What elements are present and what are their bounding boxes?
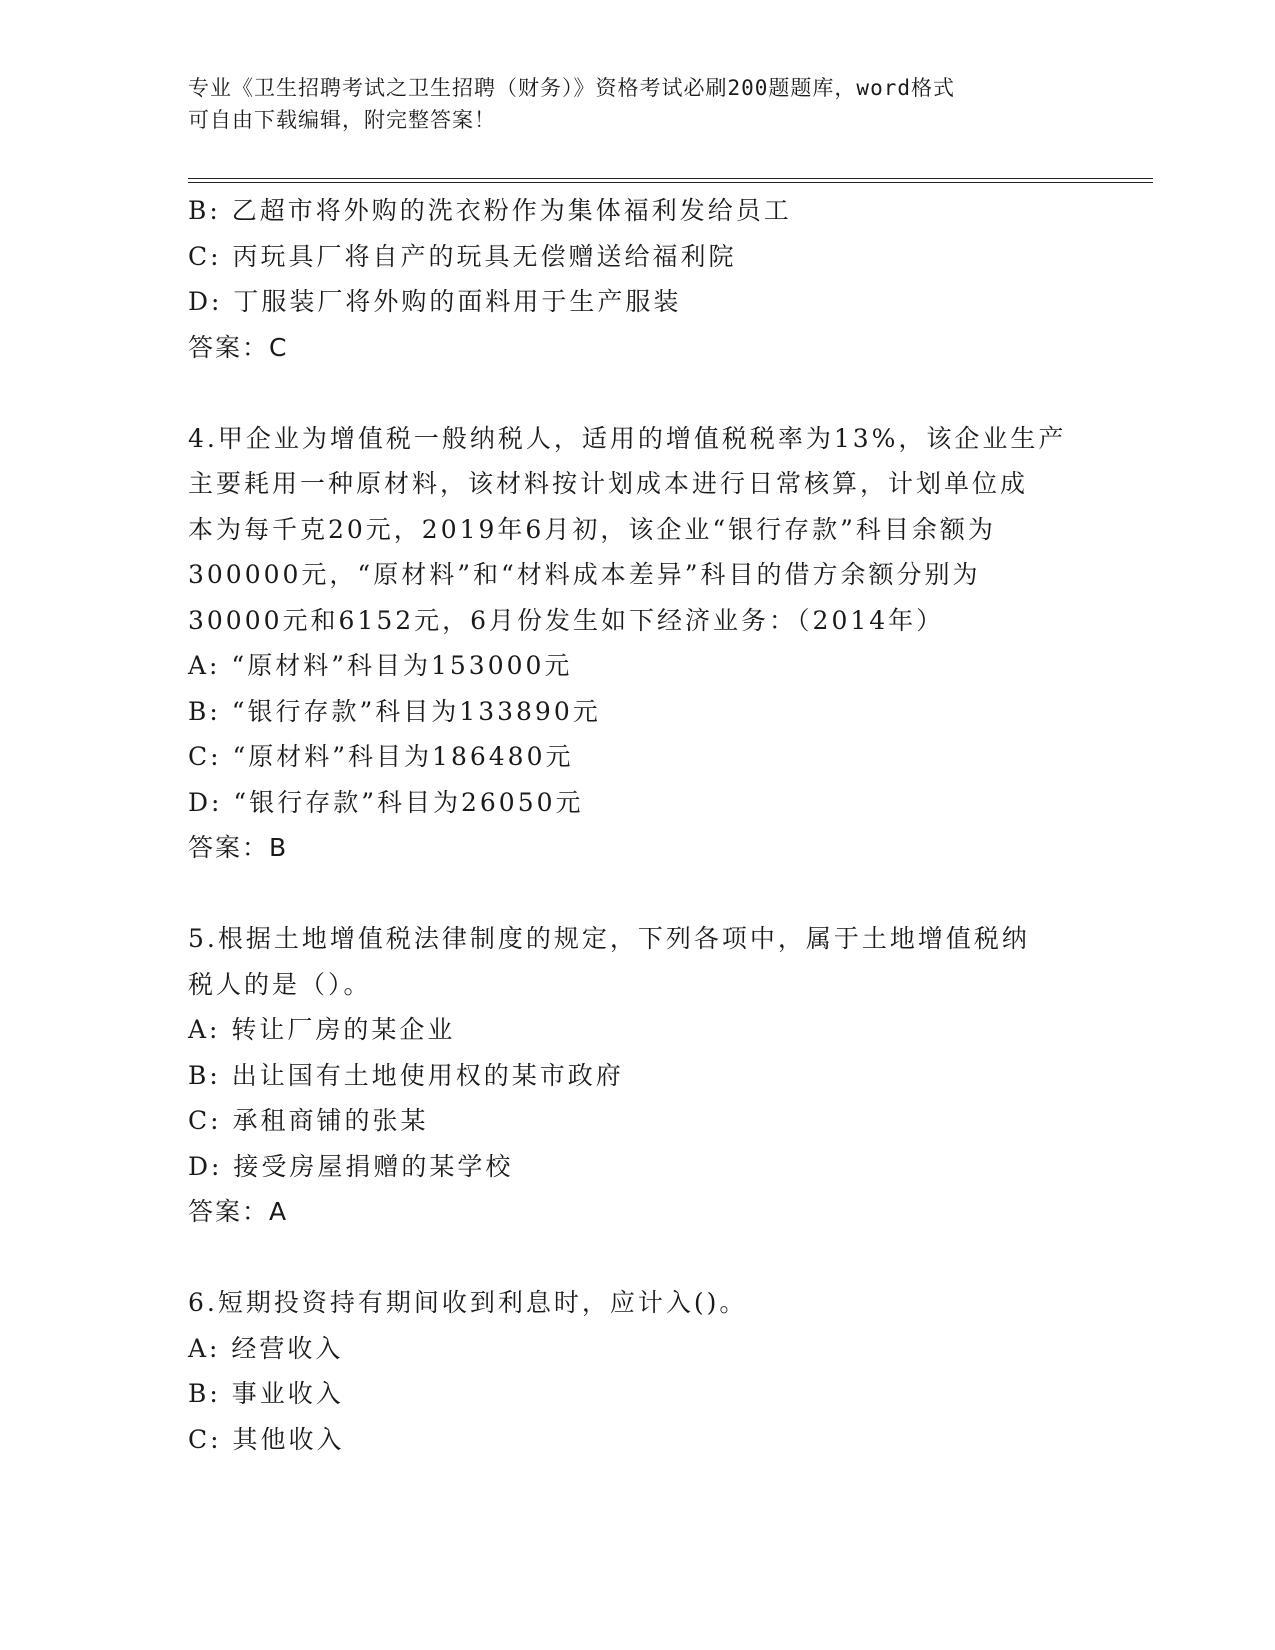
question-3-option-d: D: 丁服装厂将外购的面料用于生产服装 (188, 287, 682, 316)
question-3-option-c: C: 丙玩具厂将自产的玩具无偿赠送给福利院 (188, 241, 737, 271)
question-4 (188, 416, 1088, 871)
question-3-option-b: B: 乙超市将外购的洗衣粉作为集体福利发给员工 (188, 196, 792, 225)
question-5-option-b: B: 出让国有土地使用权的某市政府 (188, 1060, 624, 1090)
question-content (188, 188, 1088, 1462)
question-4-text-line-5: 30000元和6152元，6月份发生如下经济业务：（2014年） (188, 605, 945, 635)
question-6-text-line-1: 6.短期投资持有期间收到利息时，应计入()。 (188, 1288, 748, 1317)
question-4-text-line-3: 本为每千克20元，2019年6月初，该企业“银行存款”科目余额为 (188, 514, 996, 544)
document-header (188, 72, 1088, 136)
question-5-option-d: D: 接受房屋捐赠的某学校 (188, 1151, 514, 1181)
question-4-option-b: B: “银行存款”科目为133890元 (188, 696, 601, 726)
question-4-option-d: D: “银行存款”科目为26050元 (188, 787, 584, 817)
question-6 (188, 1280, 1088, 1462)
question-4-option-c: C: “原材料”科目为186480元 (188, 742, 574, 771)
header-divider-line-bottom (188, 182, 1153, 183)
question-5 (188, 916, 1088, 1235)
spacer (188, 1235, 1088, 1281)
question-5-text-line-2: 税人的是（）。 (188, 969, 372, 999)
spacer (188, 871, 1088, 917)
question-5-option-a: A: 转让厂房的某企业 (188, 1015, 456, 1044)
header-title-line-1: 专业《卫生招聘考试之卫生招聘（财务）》资格考试必刷200题题库，word格式 (188, 76, 955, 100)
question-5-answer: 答案：A (188, 1197, 289, 1226)
question-5-option-c: C: 承租商铺的张某 (188, 1106, 429, 1135)
header-divider (188, 178, 1153, 184)
question-6-option-b: B: 事业收入 (188, 1379, 344, 1408)
question-4-option-a: A: “原材料”科目为153000元 (188, 651, 573, 680)
question-4-text-line-4: 300000元，“原材料”和“材料成本差异”科目的借方余额分别为 (188, 560, 981, 589)
header-divider-line-top (188, 178, 1153, 179)
question-4-text-line-1: 4.甲企业为增值税一般纳税人，适用的增值税税率为13%，该企业生产 (188, 423, 1067, 453)
question-5-text-line-1: 5.根据土地增值税法律制度的规定，下列各项中，属于土地增值税纳 (188, 924, 1030, 953)
question-3-answer: 答案：C (188, 332, 289, 362)
header-title-line-2: 可自由下载编辑，附完整答案！ (188, 108, 496, 132)
question-3 (188, 188, 1088, 370)
question-4-answer: 答案：B (188, 833, 289, 862)
spacer (188, 370, 1088, 416)
question-6-option-a: A: 经营收入 (188, 1333, 344, 1363)
question-6-option-c: C: 其他收入 (188, 1424, 345, 1454)
question-4-text-line-2: 主要耗用一种原材料，该材料按计划成本进行日常核算，计划单位成 (188, 469, 1029, 498)
